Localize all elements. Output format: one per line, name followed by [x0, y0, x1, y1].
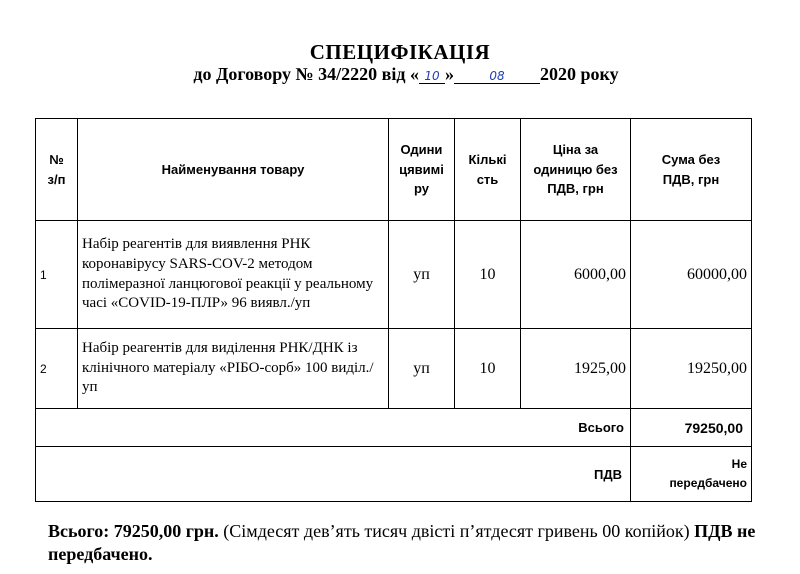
- total-summary: [48, 520, 793, 565]
- document-subtitle: [0, 64, 800, 86]
- header-unit: Одини цявимі ру: [389, 119, 455, 221]
- header-row: [36, 119, 752, 221]
- row-name: Набір реагентів для виділення РНК/ДНК із клінічного матеріалу «РІБО-сорб» 100 виділ./ уп: [78, 329, 389, 409]
- document-title: СПЕЦИФІКАЦІЯ: [309, 40, 491, 64]
- row-qty: 10: [455, 329, 521, 409]
- header-price: Ціна за одиницю без ПДВ, грн: [521, 119, 631, 221]
- row-price: 1925,00: [521, 329, 631, 409]
- subtitle-prefix: до Договору № 34/2220 від «: [193, 64, 419, 84]
- total-row: [36, 409, 752, 447]
- total-label: Всього: [36, 409, 631, 447]
- table-row: [36, 221, 752, 329]
- row-sum: 19250,00: [631, 329, 752, 409]
- subtitle-middle: »: [444, 64, 454, 84]
- row-num: 1: [36, 221, 78, 329]
- specification-table: [35, 118, 752, 502]
- total-amount: Всього: 79250,00 грн.: [48, 521, 219, 541]
- header-num: № з/п: [36, 119, 78, 221]
- row-sum: 60000,00: [631, 221, 752, 329]
- total-value: 79250,00: [631, 409, 752, 447]
- header-sum: Сума без ПДВ, грн: [631, 119, 752, 221]
- row-price: 6000,00: [521, 221, 631, 329]
- date-day-blank: [419, 62, 445, 84]
- vat-value: Не передбачено: [631, 447, 752, 502]
- table-row: [36, 329, 752, 409]
- vat-label: ПДВ: [36, 447, 631, 502]
- subtitle-suffix: 2020 року: [539, 64, 619, 84]
- date-month: 08: [489, 69, 505, 83]
- header-qty: Кількі сть: [455, 119, 521, 221]
- vat-row: [36, 447, 752, 502]
- row-name: Набір реагентів для виявлення РНК коронавірусу SARS-COV-2 методом полімеразної ланцюгової реакції у реальному часі «COVID-19-ПЛР» 96 виявл./уп: [78, 221, 389, 329]
- date-month-blank: [454, 62, 540, 84]
- total-in-words: (Сімдесят дев’ять тисяч двісті п’ятдесят гривень 00 копійок): [218, 521, 695, 541]
- row-unit: уп: [389, 329, 455, 409]
- row-unit: уп: [389, 221, 455, 329]
- header-name: Найменування товару: [78, 119, 389, 221]
- row-num: 2: [36, 329, 78, 409]
- row-qty: 10: [455, 221, 521, 329]
- vat-note: ПДВ не передбачено.: [48, 521, 756, 564]
- date-day: 10: [424, 69, 440, 83]
